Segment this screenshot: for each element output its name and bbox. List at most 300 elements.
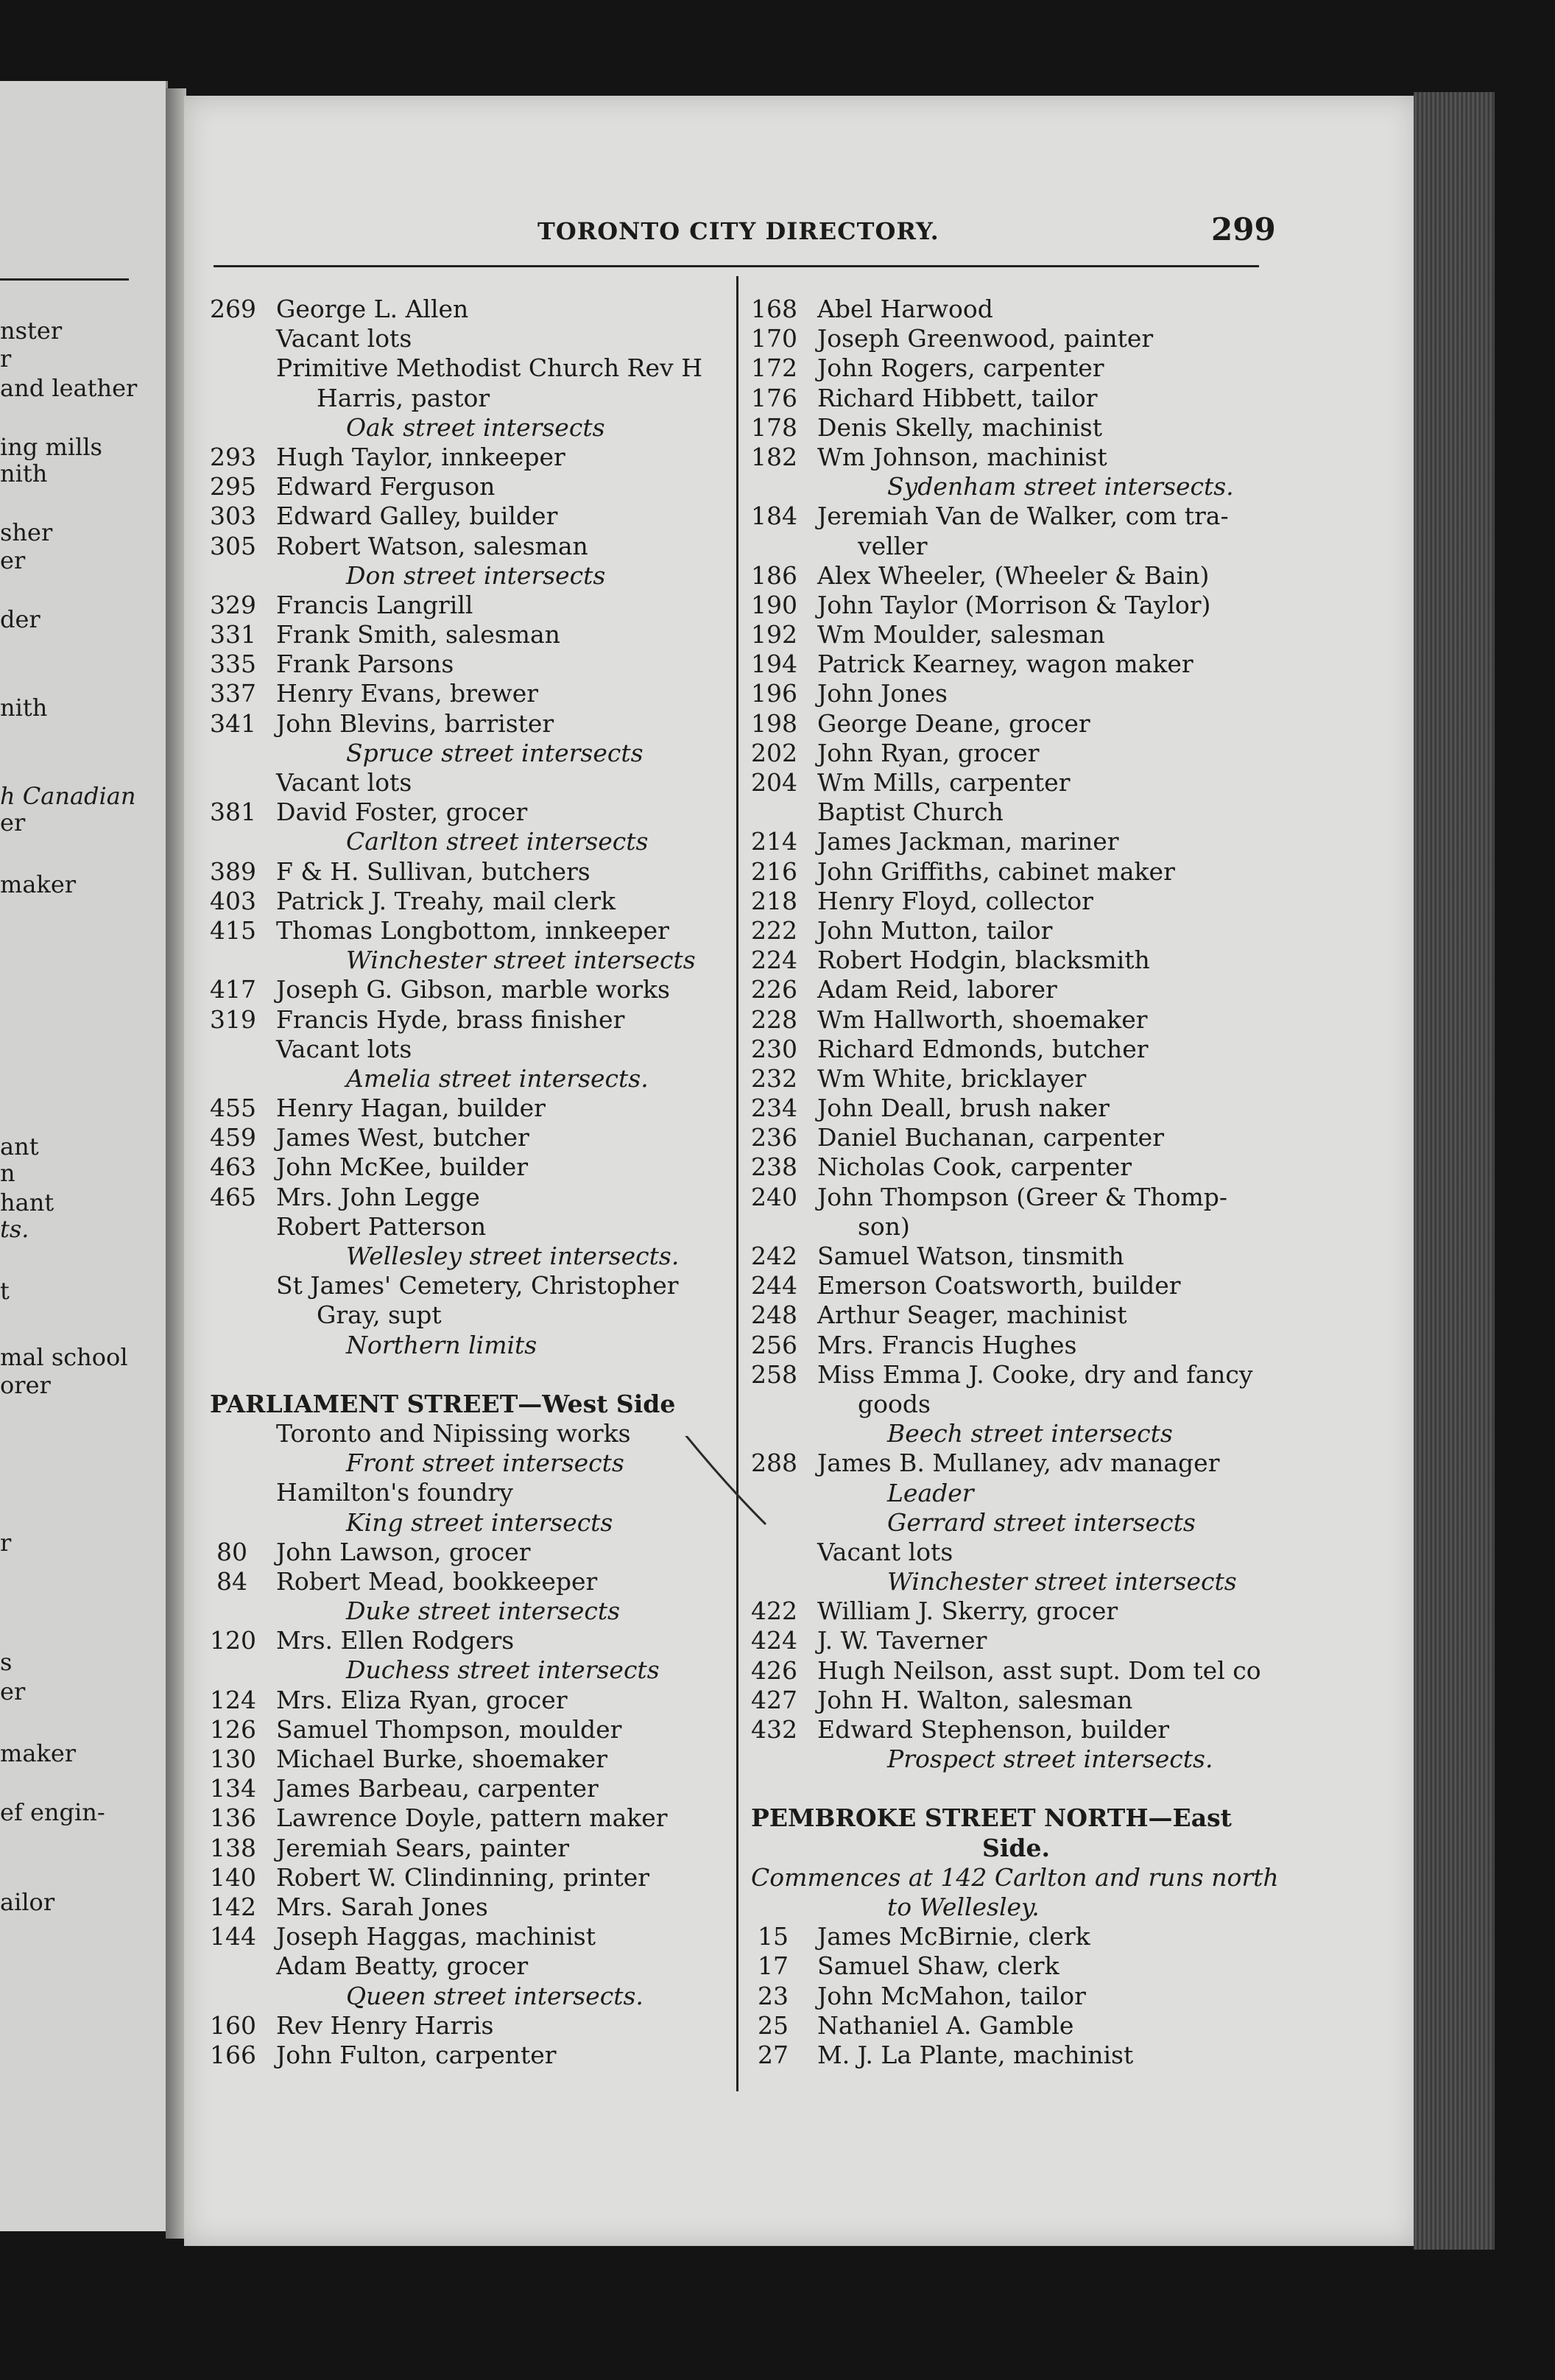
entry-text: Carlton street intersects <box>346 827 649 856</box>
facing-page-text: maker <box>0 1739 77 1767</box>
page-edges <box>1414 92 1495 2250</box>
directory-entry <box>751 1922 1281 1951</box>
directory-entry <box>210 857 736 887</box>
directory-entry <box>751 1686 1281 1715</box>
directory-entry <box>751 1448 1281 1478</box>
entry-text: Michael Burke, shoemaker <box>276 1744 607 1773</box>
entry-text: Baptist Church <box>817 798 1004 827</box>
entry-text: George L. Allen <box>276 295 469 323</box>
house-number: 144 <box>210 1922 256 1951</box>
house-number: 422 <box>751 1596 797 1626</box>
entry-text: Winchester street intersects <box>346 946 696 975</box>
directory-entry <box>751 561 1281 591</box>
directory-entry <box>210 709 736 739</box>
directory-entry <box>751 1005 1281 1035</box>
street-note <box>210 827 736 856</box>
house-number: 269 <box>210 295 256 323</box>
facing-page-text: and leather <box>0 374 138 402</box>
house-number: 170 <box>751 324 797 353</box>
entry-text: John Mutton, tailor <box>817 915 1053 945</box>
facing-page-text: maker <box>0 870 77 898</box>
house-number: 142 <box>210 1892 256 1921</box>
entry-text: Prospect street intersects. <box>887 1744 1213 1774</box>
directory-entry <box>751 887 1281 916</box>
directory-entry <box>210 916 736 946</box>
street-note <box>210 1331 736 1360</box>
facing-page-text: s <box>0 1648 13 1676</box>
entry-text: Miss Emma J. Cooke, dry and fancy <box>817 1359 1253 1389</box>
entry-text: Henry Floyd, collector <box>817 886 1093 915</box>
entry-text: F & H. Sullivan, butchers <box>276 856 590 886</box>
facing-page-text: nith <box>0 460 48 487</box>
facing-page-fragment <box>0 81 168 2231</box>
entry-text: Beech street intersects <box>887 1419 1173 1448</box>
entry-text: John McKee, builder <box>276 1152 529 1182</box>
entry-text: John Taylor (Morrison & Taylor) <box>817 590 1211 619</box>
entry-text: Northern limits <box>346 1330 537 1359</box>
street-note <box>210 1596 736 1626</box>
entry-text: son) <box>858 1211 910 1241</box>
entry-text: Don street intersects <box>346 560 606 590</box>
directory-entry <box>210 1005 736 1035</box>
directory-entry <box>751 857 1281 887</box>
house-number: 293 <box>210 442 256 471</box>
entry-text: John Jones <box>817 679 948 708</box>
street-note <box>210 1448 736 1478</box>
house-number: 463 <box>210 1152 256 1182</box>
directory-entry <box>751 620 1281 649</box>
entry-text: James Jackman, mariner <box>817 827 1119 856</box>
entry-text: Wm Johnson, machinist <box>817 442 1107 471</box>
house-number: 417 <box>210 975 256 1004</box>
entry-text: Wm Hallworth, shoemaker <box>817 1004 1148 1034</box>
entry-text: Emerson Coatsworth, builder <box>817 1271 1181 1300</box>
directory-entry <box>210 353 736 383</box>
house-number: 218 <box>751 886 797 915</box>
house-number: 192 <box>751 620 797 649</box>
directory-entry <box>751 443 1281 472</box>
directory-entry <box>210 443 736 472</box>
directory-entry <box>210 1035 736 1064</box>
entry-text: Robert Watson, salesman <box>276 531 588 560</box>
street-note <box>210 1064 736 1094</box>
entry-text: Robert Patterson <box>276 1211 487 1241</box>
house-number: 216 <box>751 856 797 886</box>
directory-entry <box>751 946 1281 975</box>
house-number: 202 <box>751 738 797 767</box>
directory-entry <box>751 1982 1281 2011</box>
street-note <box>210 1508 736 1538</box>
facing-page-text: orer <box>0 1371 51 1399</box>
house-number: 432 <box>751 1715 797 1744</box>
entry-text: Denis Skelly, machinist <box>817 412 1102 442</box>
directory-entry <box>751 709 1281 739</box>
directory-entry <box>751 591 1281 620</box>
entry-text: Frank Smith, salesman <box>276 620 560 649</box>
entry-text: Nicholas Cook, carpenter <box>817 1152 1132 1182</box>
entry-text: Mrs. Ellen Rodgers <box>276 1626 515 1655</box>
house-number: 335 <box>210 649 256 679</box>
house-number: 194 <box>751 649 797 679</box>
house-number: 424 <box>751 1626 797 1655</box>
entry-text: Edward Stephenson, builder <box>817 1715 1170 1744</box>
entry-text: Primitive Methodist Church Rev H <box>276 353 702 383</box>
house-number: 415 <box>210 915 256 945</box>
facing-page-text: mal school <box>0 1343 128 1371</box>
house-number: 248 <box>751 1300 797 1330</box>
house-number: 184 <box>751 501 797 531</box>
facing-page-text: hant <box>0 1189 54 1217</box>
entry-text: Vacant lots <box>276 324 412 353</box>
directory-entry <box>751 1538 1281 1567</box>
left-column <box>210 295 736 2070</box>
header-rule <box>214 265 1259 267</box>
entry-text: George Deane, grocer <box>817 708 1090 738</box>
entry-text: John Lawson, grocer <box>276 1537 531 1566</box>
facing-page-text: nster <box>0 317 63 345</box>
entry-text: J. W. Taverner <box>817 1626 987 1655</box>
entry-text: Edward Galley, builder <box>276 501 558 531</box>
house-number: 288 <box>751 1448 797 1478</box>
house-number: 160 <box>210 2010 256 2040</box>
entry-text: Adam Beatty, grocer <box>276 1951 529 1981</box>
directory-entry <box>210 1212 736 1242</box>
house-number: 204 <box>751 768 797 797</box>
house-number: 23 <box>758 1981 789 2010</box>
house-number: 182 <box>751 442 797 471</box>
directory-entry <box>210 798 736 827</box>
right-column <box>751 295 1281 2070</box>
entry-text: Jeremiah Van de Walker, com tra- <box>817 501 1229 531</box>
facing-page-text: ts. <box>0 1215 29 1243</box>
directory-entry <box>210 1094 736 1123</box>
directory-entry <box>751 1123 1281 1152</box>
running-head: TORONTO CITY DIRECTORY. <box>537 217 939 245</box>
house-number: 124 <box>210 1685 256 1714</box>
directory-entry <box>210 501 736 531</box>
entry-text: John Thompson (Greer & Thomp- <box>817 1182 1228 1211</box>
facing-page-text: der <box>0 605 40 633</box>
directory-entry <box>751 1656 1281 1686</box>
street-note <box>751 1419 1281 1448</box>
house-number: 305 <box>210 531 256 560</box>
entry-text: David Foster, grocer <box>276 798 528 827</box>
directory-entry <box>751 1152 1281 1182</box>
book-gutter <box>166 88 186 2239</box>
entry-text: Patrick J. Treahy, mail clerk <box>276 886 616 915</box>
directory-entry <box>210 384 736 413</box>
directory-entry <box>751 1774 1281 1803</box>
directory-entry <box>210 532 736 561</box>
entry-text: Vacant lots <box>276 1034 412 1063</box>
directory-entry <box>210 1626 736 1655</box>
directory-entry <box>751 739 1281 768</box>
house-number: 178 <box>751 412 797 442</box>
facing-page-text: ef engin- <box>0 1798 105 1826</box>
entry-text: Joseph G. Gibson, marble works <box>276 975 670 1004</box>
entry-text: Samuel Thompson, moulder <box>276 1714 622 1744</box>
directory-entry <box>210 1951 736 1981</box>
house-number: 134 <box>210 1774 256 1803</box>
entry-text: Wm Mills, carpenter <box>817 768 1071 797</box>
street-note <box>210 1655 736 1685</box>
facing-page-text: ing mills <box>0 433 102 461</box>
entry-text: Samuel Shaw, clerk <box>817 1951 1059 1981</box>
facing-page-text: r <box>0 1529 12 1557</box>
entry-text: James McBirnie, clerk <box>817 1922 1090 1951</box>
directory-entry <box>751 827 1281 856</box>
directory-entry <box>751 649 1281 679</box>
entry-text: Francis Hyde, brass finisher <box>276 1004 625 1034</box>
directory-entry <box>210 1834 736 1863</box>
entry-text: Edward Ferguson <box>276 472 496 501</box>
facing-page-text: er <box>0 809 26 837</box>
directory-entry <box>751 1212 1281 1242</box>
directory-entry <box>210 679 736 708</box>
house-number: 455 <box>210 1094 256 1123</box>
entry-text: Gerrard street intersects <box>887 1507 1196 1537</box>
street-note <box>751 1567 1281 1596</box>
column-divider <box>736 276 738 2091</box>
house-number: 136 <box>210 1803 256 1833</box>
entry-text: Patrick Kearney, wagon maker <box>817 649 1193 679</box>
entry-text: Robert W. Clindinning, printer <box>276 1862 650 1892</box>
entry-text: Abel Harwood <box>817 295 993 323</box>
house-number: 329 <box>210 590 256 619</box>
entry-text: veller <box>858 531 928 560</box>
street-note <box>210 1242 736 1271</box>
directory-entry <box>210 2041 736 2070</box>
entry-text: John Griffiths, cabinet maker <box>817 856 1175 886</box>
house-number: 427 <box>751 1685 797 1714</box>
facing-page-text: er <box>0 546 26 574</box>
directory-entry <box>210 1183 736 1212</box>
entry-text: John Rogers, carpenter <box>817 353 1104 383</box>
entry-text: Adam Reid, laborer <box>817 975 1057 1004</box>
directory-entry <box>751 2041 1281 2070</box>
directory-entry <box>751 1242 1281 1271</box>
house-number: 403 <box>210 886 256 915</box>
entry-text: PEMBROKE STREET NORTH—East <box>751 1803 1232 1833</box>
entry-text: James West, butcher <box>276 1123 529 1152</box>
entry-text: Francis Langrill <box>276 590 473 619</box>
directory-entry <box>751 1390 1281 1419</box>
entry-text: Front street intersects <box>346 1448 624 1478</box>
directory-entry <box>210 1152 736 1182</box>
entry-text: Duchess street intersects <box>346 1655 660 1685</box>
directory-entry <box>751 413 1281 443</box>
street-note <box>751 472 1281 501</box>
directory-entry <box>210 1686 736 1715</box>
directory-entry <box>751 353 1281 383</box>
entry-text: Daniel Buchanan, carpenter <box>817 1123 1164 1152</box>
directory-entry <box>751 2011 1281 2041</box>
entry-text: Gray, supt <box>317 1300 442 1330</box>
house-number: 331 <box>210 620 256 649</box>
directory-entry <box>210 1744 736 1774</box>
house-number: 228 <box>751 1004 797 1034</box>
entry-text: Jeremiah Sears, painter <box>276 1833 569 1862</box>
house-number: 166 <box>210 2040 256 2069</box>
entry-text: to Wellesley. <box>887 1892 1040 1921</box>
house-number: 138 <box>210 1833 256 1862</box>
entry-text: Robert Mead, bookkeeper <box>276 1566 598 1596</box>
house-number: 238 <box>751 1152 797 1182</box>
house-number: 17 <box>758 1951 789 1981</box>
facing-page-text: n <box>0 1159 15 1187</box>
directory-entry <box>210 1774 736 1803</box>
house-number: 381 <box>210 798 256 827</box>
directory-entry <box>210 2011 736 2041</box>
directory-entry <box>751 384 1281 413</box>
directory-entry <box>751 324 1281 353</box>
directory-entry <box>751 1094 1281 1123</box>
entry-text: Robert Hodgin, blacksmith <box>817 946 1150 975</box>
street-heading <box>751 1803 1281 1833</box>
entry-text: Samuel Watson, tinsmith <box>817 1242 1124 1270</box>
entry-text: Queen street intersects. <box>346 1981 643 2010</box>
street-heading <box>210 1390 736 1419</box>
house-number: 258 <box>751 1359 797 1389</box>
street-note <box>210 739 736 768</box>
entry-text: Joseph Greenwood, painter <box>817 324 1154 353</box>
house-number: 242 <box>751 1242 797 1270</box>
street-note <box>751 1893 1281 1922</box>
facing-page-text: t <box>0 1277 10 1305</box>
directory-entry <box>210 1300 736 1330</box>
house-number: 337 <box>210 679 256 708</box>
entry-text: Mrs. Sarah Jones <box>276 1892 488 1921</box>
house-number: 214 <box>751 827 797 856</box>
entry-text: Richard Edmonds, butcher <box>817 1034 1149 1063</box>
directory-entry <box>210 295 736 324</box>
house-number: 341 <box>210 708 256 738</box>
entry-text: Mrs. John Legge <box>276 1182 480 1211</box>
directory-entry <box>751 1331 1281 1360</box>
house-number: 226 <box>751 975 797 1004</box>
facing-page-rule <box>0 278 129 281</box>
street-note <box>751 1479 1281 1508</box>
directory-entry <box>751 1715 1281 1744</box>
house-number: 84 <box>216 1566 247 1596</box>
entry-text: Hugh Neilson, asst supt. Dom tel co <box>817 1655 1261 1685</box>
facing-page-text: r <box>0 345 12 373</box>
directory-entry <box>751 679 1281 708</box>
entry-text: Duke street intersects <box>346 1596 621 1626</box>
facing-page-text: nith <box>0 694 48 722</box>
house-number: 126 <box>210 1714 256 1744</box>
directory-entry <box>210 649 736 679</box>
directory-entry <box>210 1803 736 1833</box>
facing-page-text: sher <box>0 518 53 546</box>
house-number: 190 <box>751 590 797 619</box>
directory-entry <box>751 1300 1281 1330</box>
directory-entry <box>751 1035 1281 1064</box>
entry-text: Alex Wheeler, (Wheeler & Bain) <box>817 560 1210 590</box>
entry-text: Vacant lots <box>276 768 412 797</box>
directory-entry <box>751 1271 1281 1300</box>
house-number: 244 <box>751 1271 797 1300</box>
entry-text: John Deall, brush naker <box>817 1094 1110 1123</box>
house-number: 130 <box>210 1744 256 1773</box>
directory-entry <box>751 1951 1281 1981</box>
house-number: 319 <box>210 1004 256 1034</box>
entry-text: Wm Moulder, salesman <box>817 620 1105 649</box>
directory-entry <box>210 768 736 798</box>
street-note <box>210 561 736 591</box>
entry-text: Amelia street intersects. <box>346 1063 649 1093</box>
house-number: 198 <box>751 708 797 738</box>
house-number: 15 <box>758 1922 789 1951</box>
house-number: 176 <box>751 383 797 412</box>
entry-text: Vacant lots <box>817 1537 953 1566</box>
entry-text: Spruce street intersects <box>346 738 643 767</box>
entry-text: James Barbeau, carpenter <box>276 1774 599 1803</box>
entry-text: Henry Hagan, builder <box>276 1094 546 1123</box>
entry-text: Henry Evans, brewer <box>276 679 539 708</box>
house-number: 196 <box>751 679 797 708</box>
house-number: 459 <box>210 1123 256 1152</box>
directory-entry <box>751 1626 1281 1655</box>
directory-entry <box>751 798 1281 827</box>
directory-entry <box>751 501 1281 531</box>
directory-entry <box>751 1863 1281 1893</box>
house-number: 120 <box>210 1626 256 1655</box>
entry-text: Commences at 142 Carlton and runs north <box>751 1862 1279 1892</box>
directory-entry <box>751 768 1281 798</box>
street-note <box>210 413 736 443</box>
directory-entry <box>210 1863 736 1893</box>
entry-text: Leader <box>887 1478 974 1507</box>
directory-entry <box>210 1715 736 1744</box>
house-number: 186 <box>751 560 797 590</box>
entry-text: Nathaniel A. Gamble <box>817 2010 1074 2040</box>
entry-text: Mrs. Eliza Ryan, grocer <box>276 1685 568 1714</box>
house-number: 80 <box>216 1537 247 1566</box>
directory-entry <box>751 1360 1281 1390</box>
directory-entry <box>751 1064 1281 1094</box>
entry-text: Wm White, bricklayer <box>817 1063 1087 1093</box>
directory-entry <box>210 1478 736 1507</box>
facing-page-text: er <box>0 1677 26 1705</box>
directory-entry <box>210 1893 736 1922</box>
directory-entry <box>751 1834 1281 1863</box>
house-number: 222 <box>751 915 797 945</box>
entry-text: Richard Hibbett, tailor <box>817 383 1098 412</box>
entry-text: Frank Parsons <box>276 649 454 679</box>
entry-text: Hamilton's foundry <box>276 1478 513 1507</box>
house-number: 224 <box>751 946 797 975</box>
entry-text: John Blevins, barrister <box>276 708 554 738</box>
entry-text: M. J. La Plante, machinist <box>817 2040 1134 2069</box>
entry-text: Sydenham street intersects. <box>887 472 1234 501</box>
directory-entry <box>751 532 1281 561</box>
house-number: 230 <box>751 1034 797 1063</box>
house-number: 240 <box>751 1182 797 1211</box>
entry-text: Lawrence Doyle, pattern maker <box>276 1803 668 1833</box>
house-number: 27 <box>758 2040 789 2069</box>
entry-text: John Ryan, grocer <box>817 738 1040 767</box>
directory-entry <box>210 1271 736 1300</box>
entry-text: Wellesley street intersects. <box>346 1242 680 1270</box>
directory-entry <box>751 1596 1281 1626</box>
house-number: 389 <box>210 856 256 886</box>
house-number: 295 <box>210 472 256 501</box>
page-number: 299 <box>1211 211 1276 247</box>
facing-page-text: ant <box>0 1133 39 1161</box>
house-number: 25 <box>758 2010 789 2040</box>
house-number: 465 <box>210 1182 256 1211</box>
